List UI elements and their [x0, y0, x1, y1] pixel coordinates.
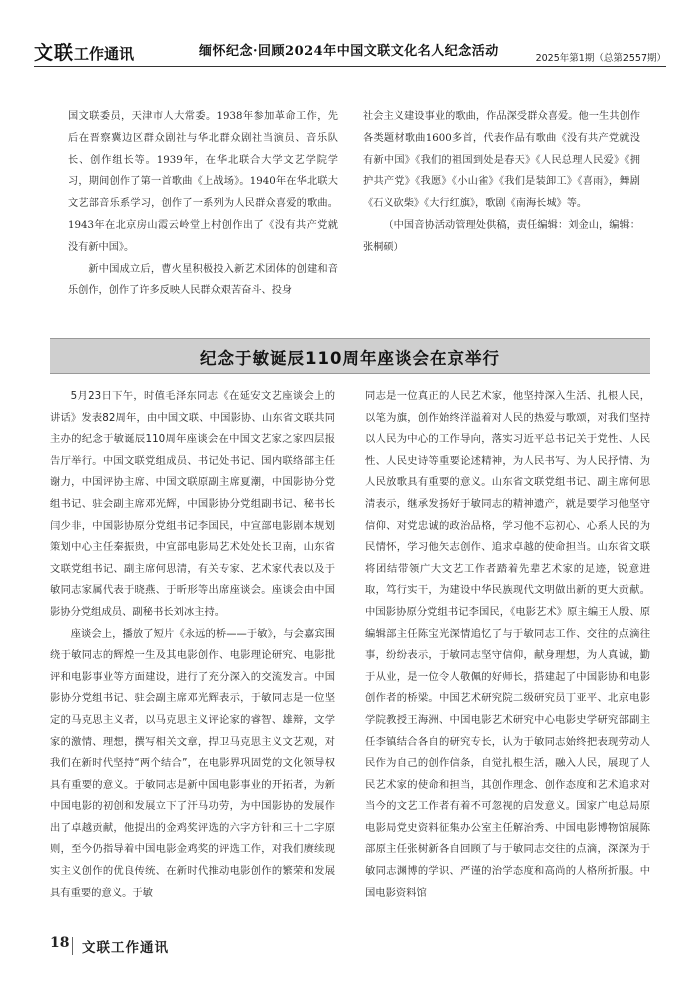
- footer-publication: 文联工作通讯: [82, 940, 169, 956]
- column-slogan: 缅怀纪念·回顾2024年中国文联文化名人纪念活动: [199, 44, 499, 59]
- masthead-sub: 工作通讯: [74, 45, 135, 63]
- paragraph: 座谈会上，播放了短片《永远的桥——于敏》，与会嘉宾围绕于敏同志的辉煌一生及其电影创作、电影理论研究、电影批评和电影事业等方面建设，进行了充分深入的交流发言。中国影协分党组书记、驻会副主席邓光辉表示，于敏同志是一位坚定的马克思主义者，以马克思主义评论家的睿智、雄辩，文学家的激情、理想，撰写相关文章，捍卫马克思主义文艺观，对我们在新时代坚持“两个结合”，在电影界巩固党的文化领导权具有重要的意义。于敏同志是新中国电影事业的开拓者，为新中国电影的初创和发展立下了汗马功劳，为中国影协的发展作出了卓越贡献，他提出的金鸡奖评选的六字方针和三十二字原则，至今仍指导着中国电影金鸡奖的评选工作，对我们赓续现实主义创作的优良传统、在新时代推动电影创作的繁荣和发展具有重要的意义。于敏: [50, 627, 335, 899]
- page-number: 18: [50, 935, 70, 951]
- header-rule: [34, 66, 666, 67]
- paragraph: 同志是一位真正的人民艺术家，他坚持深入生活、扎根人民，以笔为旗，创作始终洋溢着对人民的热爱与歌颂，对我们坚持以人民为中心的工作导向，落实习近平总书记关于党性、人民性、人民史诗等重要论述精神，为人民书写、为人民抒情、为人民放歌具有重要的意义。山东省文联党组书记、副主席何思清表示，继承发扬好于敏同志的精神遗产，就是要学习他坚守信仰、对党忠诚的政治品格，学习他不忘初心、心系人民的为民情怀，学习他矢志创作、追求卓越的使命担当。山东省文联将团结带领广大文艺工作者踏着先辈艺术家的足迹，锐意进取，笃行实干，为建设中华民族现代文明做出新的更大贡献。中国影协原分党组书记李国民，《电影艺术》原主编王人殷、原编辑部主任陈宝光深情追忆了与于敏同志工作、交往的点滴往事，纷纷表示，于敏同志坚守信仰，献身理想，为人真诚，勤于从业，是一位令人敬佩的好师长，搭建起了中国影协和电影创作者的桥梁。中国艺术研究院二级研究员丁亚平、北京电影学院教授王海洲、中国电影艺术研究中心电影史学研究部副主任李镇结合各自的研究专长，认为于敏同志始终把表现劳动人民作为自己的创作信条，自觉扎根生活，融入人民，展现了人民艺术家的使命和担当，其创作理念、创作态度和艺术追求对当今的文艺工作者有着不可忽视的启发意义。国家广电总局原电影局党史资料征集办公室主任解治秀、中国电影博物馆展陈部原主任张树新各自回顾了与于敏同志交往的点滴，深深为于敏同志渊博的学识、严谨的治学态度和高尚的人格所折服。中国电影资料馆: [365, 390, 650, 899]
- prev-article-right-column: [363, 106, 640, 259]
- prev-article-left-column: [68, 106, 338, 302]
- paragraph: 新中国成立后，曹火星积极投入新艺术团体的创建和音乐创作，创作了许多反映人民群众艰苦奋斗、投身: [68, 263, 338, 297]
- masthead: [34, 38, 134, 65]
- paragraph: 社会主义建设事业的歌曲，作品深受群众喜爱。他一生共创作各类题材歌曲1600多首，代表作品有歌曲《没有共产党就没有新中国》《我们的祖国到处是春天》《人民总理人民爱》《拥护共产党》《我愿》《小山雀》《我们是装卸工》《喜雨》，舞剧《石义砍柴》《大行红旗》，歌剧《南海长城》等。: [363, 111, 640, 210]
- masthead-brand: 文联: [34, 42, 75, 64]
- article-title: 纪念于敏诞辰110周年座谈会在京举行: [200, 349, 500, 368]
- paragraph: 国文联委员，天津市人大常委。1938年参加革命工作，先后在晋察冀边区群众剧社与华北群众剧社当演员、音乐队长、创作组长等。1939年，在华北联合大学文艺学院学习，期间创作了第一首歌曲《上战场》。1940年在华北联大文艺部音乐系学习，创作了一系列为人民群众喜爱的歌曲。1943年在北京房山霞云岭堂上村创作出了《没有共产党就没有新中国》。: [68, 111, 338, 253]
- article-left-column: [50, 386, 335, 904]
- page-header: [34, 40, 666, 64]
- issue-info: 2025年第1期（总第2557期）: [532, 50, 666, 64]
- paragraph: 5月23日下午，时值毛泽东同志《在延安文艺座谈会上的讲话》发表82周年，由中国文联、中国影协、山东省文联共同主办的纪念于敏诞辰110周年座谈会在中国文艺家之家四层报告厅举行。中国文联党组成员、书记处书记、国内联络部主任谢力，中国评协主席、中国文联原副主席夏潮，中国影协分党组书记、驻会副主席邓光辉，中国影协分党组副书记、秘书长闫少非，中国影协原分党组书记李国民，中宣部电影剧本规划策划中心主任秦振贵，中宣部电影局艺术处处长卫南，山东省文联党组书记、副主席何思清，有关专家、艺术家代表以及于敏同志家属代表于晓燕、于昕形等出席座谈会。座谈会由中国影协分党组成员、副秘书长刘冰主持。: [50, 390, 335, 618]
- editor-credit: （中国音协活动管理处供稿，责任编辑：刘金山，编辑：张桐硕）: [363, 219, 640, 253]
- article-right-column: [365, 386, 650, 904]
- article-title-banner: [50, 338, 650, 374]
- footer-divider: [72, 937, 73, 955]
